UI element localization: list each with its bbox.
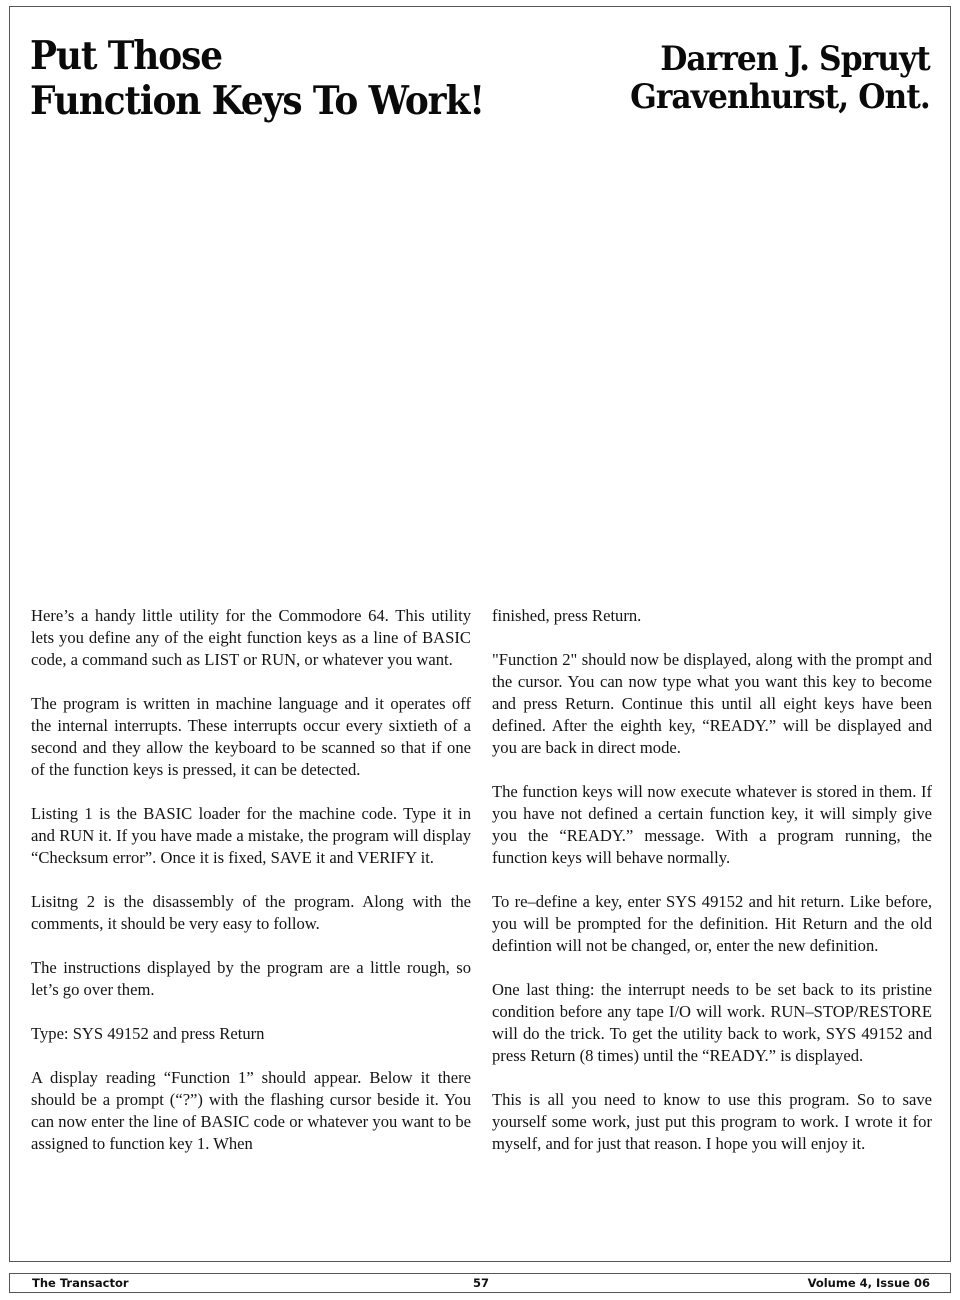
article-title-line-1: Put Those (30, 33, 222, 79)
page-number: 57 (473, 1276, 490, 1290)
paragraph: A display reading “Function 1” should appear. Below it there should be a prompt (“?”) with the flashing cursor beside it. You can now enter the line of BASIC code or whatever you want to be assigned to function key 1. When (31, 1068, 471, 1153)
paragraph: Type: SYS 49152 and press Return (31, 1024, 265, 1043)
paragraph: Here’s a handy little utility for the Commodore 64. This utility lets you define any of the eight function keys as a line of BASIC code, a command such as LIST or RUN, or whatever you want. (31, 606, 471, 669)
paragraph: finished, press Return. (492, 606, 642, 625)
article-title (30, 34, 484, 124)
paragraph: One last thing: the interrupt needs to be set back to its pristine condition before any tape I/O will work. RUN–STOP/RESTORE will do the trick. To get the utility back to work, SYS 49152 and press Return (8 times) until the “READY.” is displayed. (492, 980, 932, 1065)
author-name: Darren J. Spruyt (660, 39, 930, 79)
byline (630, 40, 930, 116)
body-column-right (492, 605, 932, 1177)
article-title-line-2: Function Keys To Work! (30, 78, 484, 124)
paragraph: Listing 1 is the BASIC loader for the machine code. Type it in and RUN it. If you have made a mistake, the program will display “Checksum error”. Once it is fixed, SAVE it and VERIFY it. (31, 804, 471, 867)
paragraph: The program is written in machine language and it operates off the internal interrupts. These interrupts occur every sixtieth of a second and they allow the keyboard to be scanned so that if one of the function keys is pressed, it can be detected. (31, 694, 471, 779)
paragraph: To re–define a key, enter SYS 49152 and hit return. Like before, you will be prompted for the definition. Hit Return and the old defintion will not be changed, or, enter the new definition. (492, 892, 932, 955)
issue-label: Volume 4, Issue 06 (807, 1276, 930, 1290)
page-footer (9, 1273, 951, 1293)
author-location: Gravenhurst, Ont. (630, 77, 930, 117)
paragraph: Lisitng 2 is the disassembly of the program. Along with the comments, it should be very easy to follow. (31, 892, 471, 933)
paragraph: The function keys will now execute whatever is stored in them. If you have not defined a certain function key, it will simply give you the “READY.” message. With a program running, the function keys will behave normally. (492, 782, 932, 867)
paragraph: "Function 2" should now be displayed, along with the prompt and the cursor. You can now type what you want this key to become and press Return. Continue this until all eight keys have been defined. After the eighth key, “READY.” will be displayed and you are back in direct mode. (492, 650, 932, 757)
paragraph: The instructions displayed by the program are a little rough, so let’s go over them. (31, 958, 471, 999)
body-column-left (31, 605, 471, 1177)
publication-name: The Transactor (32, 1276, 129, 1290)
paragraph: This is all you need to know to use this program. So to save yourself some work, just put this program to work. I wrote it for myself, and for just that reason. I hope you will enjoy it. (492, 1090, 932, 1153)
